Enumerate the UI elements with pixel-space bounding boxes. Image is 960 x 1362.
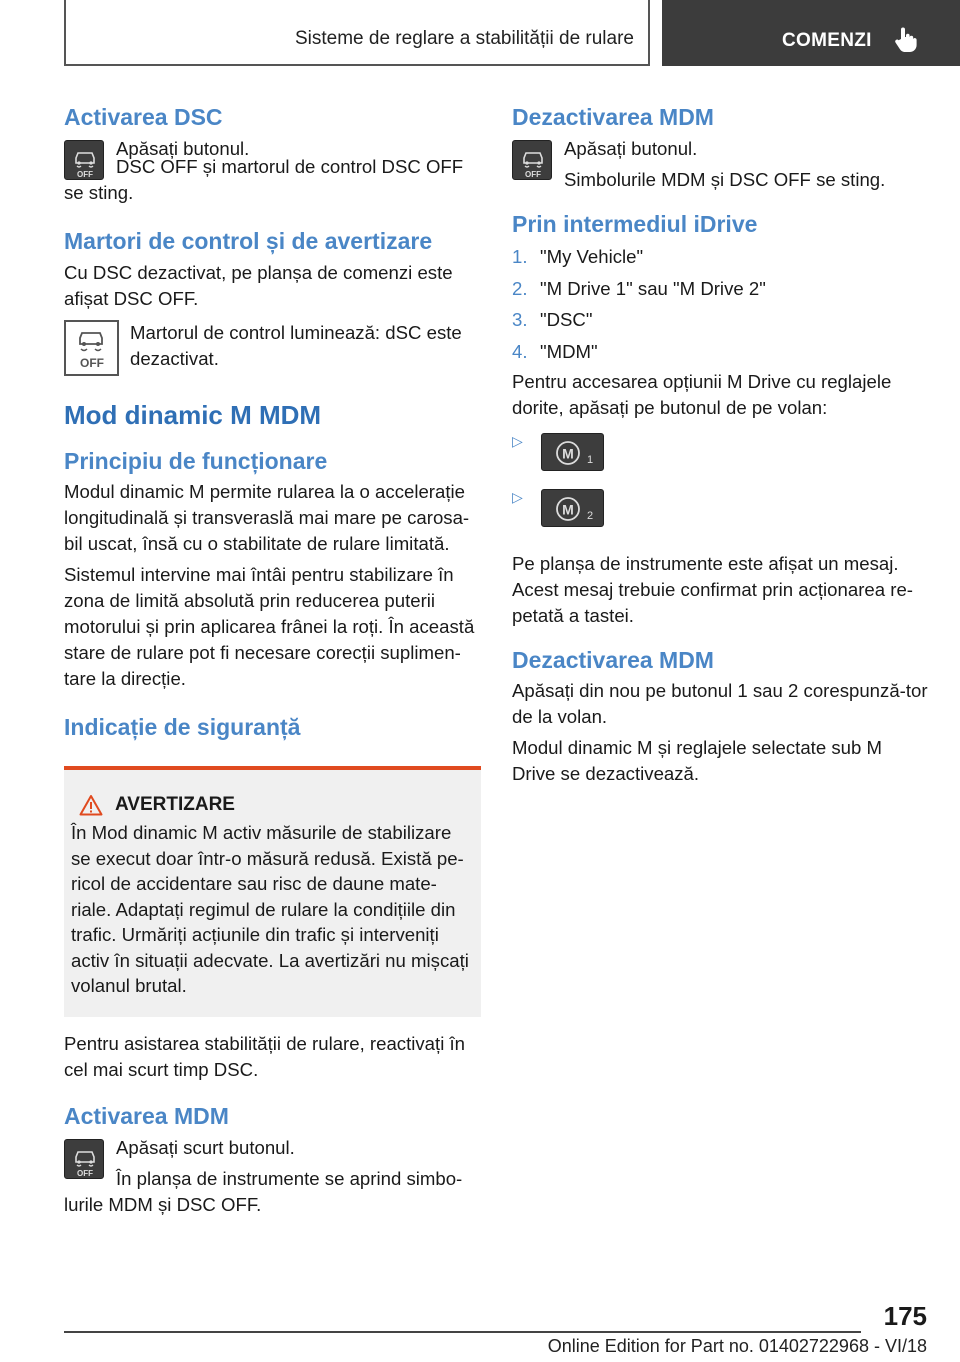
heading-safety: Indicație de siguranță [64, 714, 301, 740]
control-lamp-row [64, 320, 481, 376]
symbols-off-text: Simbolurile MDM și DSC OFF se sting. [564, 169, 886, 190]
warning-title-row [71, 792, 471, 818]
dsc-button-row [64, 136, 481, 180]
hand-pointer-icon [892, 26, 920, 54]
list-item: 4. "MDM" [512, 340, 598, 362]
dsc-off-button-icon [64, 140, 104, 180]
heading-idrive: Prin intermediul iDrive [512, 211, 758, 237]
m2-label: 2 [587, 510, 594, 522]
dsc-off-button-icon-2 [64, 1139, 104, 1179]
dsc-off-lamp-text: DSC OFF și martorul de control DSC OFF se sting. [64, 156, 464, 203]
m1-bullet [512, 431, 928, 487]
footer-divider [64, 1331, 861, 1333]
m2-steering-button-icon [541, 489, 604, 527]
warning-box [64, 766, 481, 1017]
symbols-on-text: În planșa de instrumente se aprind simbo-lurile MDM și DSC OFF. [64, 1167, 463, 1215]
svg-text:OFF: OFF [80, 356, 104, 370]
principle-text-2: Sistemul intervine mai întâi pentru stabilizare în zona de limită absolută prin reducerea puterii motorului și prin aplicarea frânei la roți. În această stare de rulare pot fi necesare corecții suplimen-tare la direcție. [64, 564, 475, 689]
page-number: 175 [883, 1301, 927, 1331]
heading-control-lamps: Martori de control și de avertizare [64, 228, 433, 254]
m1-steering-button-icon [541, 433, 604, 471]
svg-text:M: M [562, 445, 574, 462]
heading-activate-mdm: Activarea MDM [64, 1102, 229, 1129]
warning-text: În Mod dinamic M activ măsurile de stabilizare se execut doar într-o măsură redusă. Există pe-ricol de accidentare sau risc de daune mate-riale. Adaptați regimul de rulare la condițiile din trafic. Urmăriți acțiunile din trafic și interveniți activ în situații adecvate. La avertizări nu mișcați volanul brutal. [71, 822, 469, 996]
right-column [512, 100, 928, 787]
reactivate-text: Pentru asistarea stabilității de rulare, reactivați în cel mai scurt timp DSC. [64, 1032, 465, 1080]
svg-text:OFF: OFF [525, 170, 541, 179]
heading-deactivate-mdm: Dezactivarea MDM [512, 104, 714, 130]
chapter-tab-label: COMENZI [782, 30, 872, 51]
heading-principle: Principiu de funcționare [64, 448, 328, 474]
heading-mdm: Mod dinamic M MDM [64, 400, 322, 430]
dsc-disabled-text: Cu DSC dezactivat, pe planșa de comenzi este afișat DSC OFF. [64, 262, 453, 309]
dsc-off-button-icon-3 [512, 140, 552, 180]
left-column [64, 100, 481, 1218]
warning-title: AVERTIZARE [115, 794, 235, 815]
list-item: 2. "M Drive 1" sau "M Drive 2" [512, 277, 766, 299]
list-item: 1. "My Vehicle" [512, 246, 644, 267]
press-button-text-right: Apăsați butonul. [564, 138, 698, 159]
m2-bullet [512, 487, 928, 543]
press-short-text: Apăsați scurt butonul. [116, 1136, 295, 1158]
deactivate-button-row [512, 136, 928, 193]
section-title-box [64, 0, 650, 66]
svg-text:M: M [562, 501, 574, 518]
dsc-off-control-lamp-icon [64, 320, 119, 376]
edition-text: Online Edition for Part no. 01402722968 - VI/18 [547, 1336, 927, 1356]
warning-triangle-icon [79, 794, 103, 816]
mdm-button-row [64, 1135, 481, 1179]
press-button-text: Apăsați butonul. [116, 138, 250, 159]
list-item: 3. "DSC" [512, 309, 593, 330]
page-header [0, 0, 960, 66]
section-title: Sisteme de reglare a stabilității de rulare [294, 28, 634, 49]
heading-deactivate-mdm-2: Dezactivarea MDM [512, 647, 714, 673]
press-again-text: Apăsați din nou pe butonul 1 sau 2 corespunză-tor de la volan. [512, 680, 928, 727]
principle-text-1: Modul dinamic M permite rularea la o accelerație longitudinală și transveraslă mai mare pe carosa-bil uscat, însă cu o stabilitate de rulare limitată. [64, 481, 470, 554]
m1-label: 1 [587, 454, 594, 466]
idrive-steps [512, 241, 928, 367]
access-text: Pentru accesarea opțiunii M Drive cu reglajele dorite, apăsați pe butonul de pe volan: [512, 371, 892, 418]
svg-text:OFF: OFF [77, 170, 93, 179]
svg-text:OFF: OFF [77, 1168, 93, 1178]
mode-off-text: Modul dinamic M și reglajele selectate sub M Drive se dezactivează. [512, 737, 882, 784]
message-text: Pe planșa de instrumente este afișat un mesaj. Acest mesaj trebuie confirmat prin acționarea re-petată a tastei. [512, 553, 913, 626]
heading-activate-dsc: Activarea DSC [64, 104, 223, 130]
bullet-marker: ▷ [512, 489, 523, 505]
bullet-marker: ▷ [512, 433, 523, 449]
lamp-lit-text: Martorul de control luminează: dSC este dezactivat. [130, 322, 462, 369]
